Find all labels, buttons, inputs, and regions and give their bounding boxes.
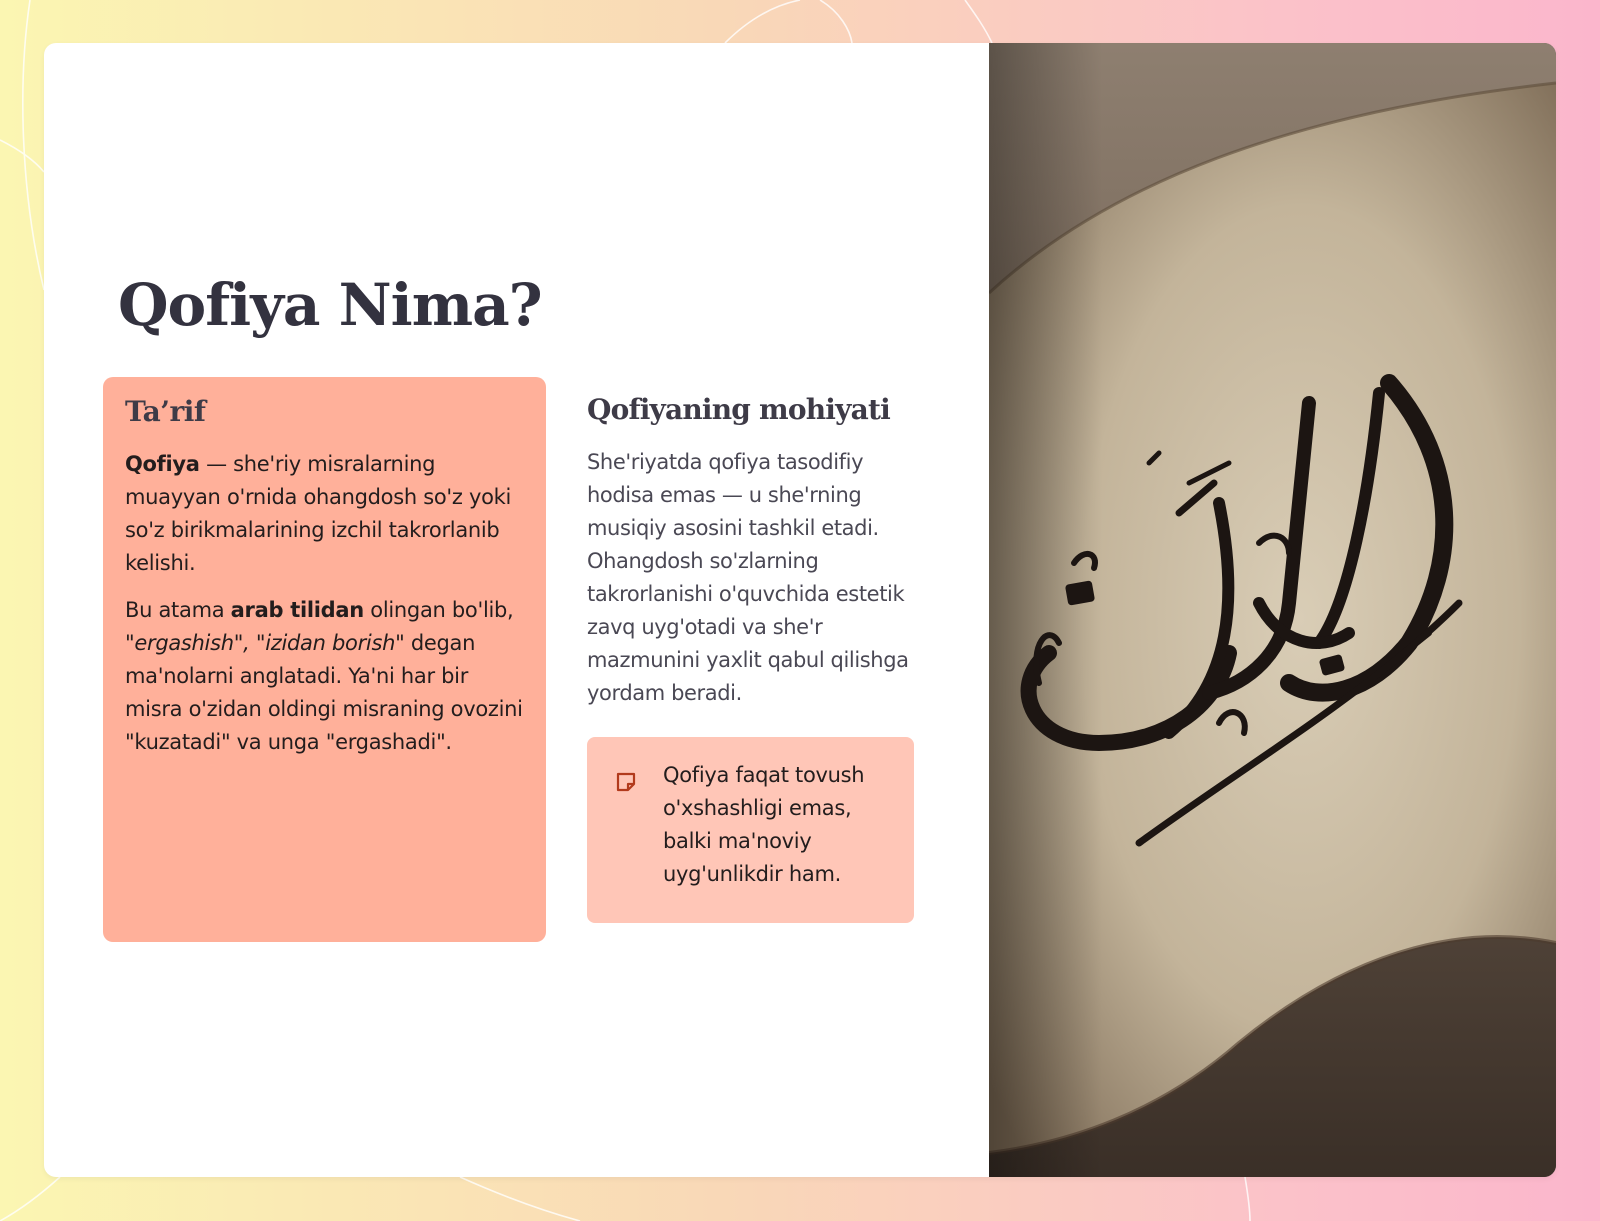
etymology-italic: "ergashish", "izidan borish"	[125, 631, 405, 655]
note-callout	[587, 737, 914, 923]
term-qofiya: Qofiya	[125, 452, 200, 476]
calligraphy-image	[989, 43, 1556, 1177]
essence-text: She'riyatda qofiya tasodifiy hodisa emas — u she'rning musiqiy asosini tashkil etadi. Ohangdosh so'zlarning takrorlanishi o'quvchida estetik zavq uyg'otadi va she'r mazmunini yaxlit qabul qilishga yordam beradi.	[587, 450, 909, 705]
definition-text: — she'riy misralarning muayyan o'rnida ohangdosh so'z yoki so'z birikmalarining izchil takrorlanib kelishi.	[125, 452, 512, 575]
parchment-illustration	[989, 43, 1556, 1177]
etymology-bold: arab tilidan	[230, 598, 364, 622]
sticky-note-icon	[615, 771, 637, 793]
page-title: Qofiya Nima?	[118, 271, 542, 339]
etymology-text-e: degan ma'nolarni anglatadi. Ya'ni har bir misra o'zidan oldingi misraning ovozini "kuzatadi" va unga "ergashadi".	[125, 631, 523, 754]
definition-paragraph-2	[125, 594, 524, 759]
definition-paragraph-1	[125, 448, 524, 580]
etymology-text-c: olingan bo'lib,	[363, 598, 514, 622]
definition-box	[103, 377, 546, 942]
note-text: Qofiya faqat tovush o'xshashligi emas, balki ma'noviy uyg'unlikdir ham.	[663, 763, 865, 886]
slide-card	[44, 43, 1556, 1177]
essence-heading: Qofiyaning mohiyati	[587, 393, 890, 426]
definition-heading: Ta’rif	[125, 395, 206, 428]
essence-section	[587, 393, 932, 710]
etymology-text-a: Bu atama	[125, 598, 231, 622]
